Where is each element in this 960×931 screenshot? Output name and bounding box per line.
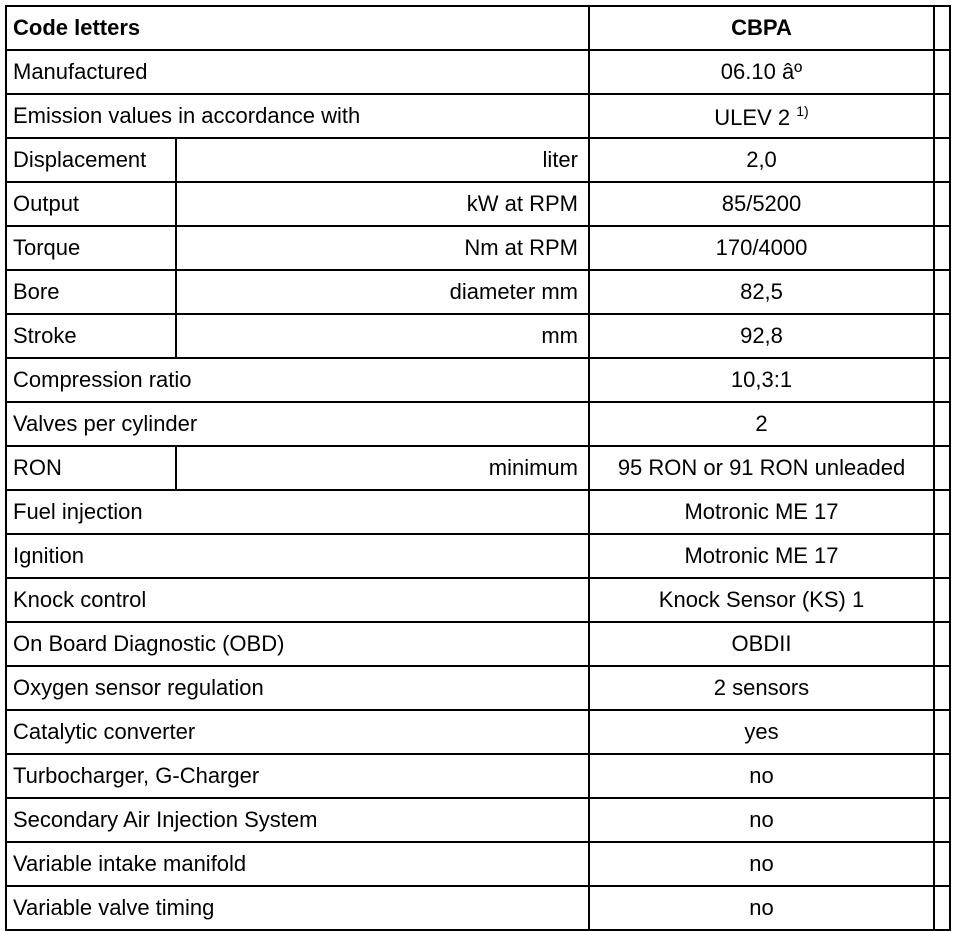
spec-value xyxy=(589,534,934,578)
spec-label: Manufactured xyxy=(6,50,589,94)
blank-cell xyxy=(934,710,950,754)
spec-label: Emission values in accordance with xyxy=(6,94,589,138)
spec-value-text: 06.10 âº xyxy=(720,59,803,84)
spec-unit: liter xyxy=(176,138,589,182)
spec-row xyxy=(6,666,950,710)
spec-row xyxy=(6,886,950,930)
spec-row xyxy=(6,226,950,270)
engine-spec-table xyxy=(5,5,951,931)
spec-row xyxy=(6,534,950,578)
spec-unit: minimum xyxy=(176,446,589,490)
blank-cell xyxy=(934,754,950,798)
spec-value-text: 95 RON or 91 RON unleaded xyxy=(617,455,906,480)
blank-cell xyxy=(934,314,950,358)
spec-value-text: no xyxy=(749,851,774,876)
spec-value xyxy=(589,446,934,490)
spec-value-text: ULEV 2 xyxy=(714,104,791,130)
spec-label: Secondary Air Injection System xyxy=(6,798,589,842)
spec-value-text: yes xyxy=(744,719,779,744)
spec-value xyxy=(589,622,934,666)
spec-value xyxy=(589,314,934,358)
spec-value xyxy=(589,270,934,314)
spec-label: Catalytic converter xyxy=(6,710,589,754)
spec-row xyxy=(6,754,950,798)
spec-value-text: 170/4000 xyxy=(715,235,808,260)
spec-value-text: no xyxy=(749,807,774,832)
blank-cell xyxy=(934,798,950,842)
footnote-marker: 1) xyxy=(796,102,809,119)
spec-row xyxy=(6,138,950,182)
spec-row xyxy=(6,446,950,490)
spec-value-text: OBDII xyxy=(731,631,792,656)
blank-cell xyxy=(934,138,950,182)
spec-value xyxy=(589,886,934,930)
spec-value-text: 92,8 xyxy=(740,323,783,348)
spec-value xyxy=(589,94,934,138)
spec-value xyxy=(589,50,934,94)
spec-label: Fuel injection xyxy=(6,490,589,534)
spec-value-text: 85/5200 xyxy=(721,191,802,216)
spec-label: RON xyxy=(6,446,176,490)
header-row xyxy=(6,6,950,50)
spec-value xyxy=(589,226,934,270)
spec-label: Output xyxy=(6,182,176,226)
spec-label: Knock control xyxy=(6,578,589,622)
spec-label: Variable valve timing xyxy=(6,886,589,930)
spec-value-text: 2 xyxy=(755,411,768,436)
spec-label: Displacement xyxy=(6,138,176,182)
spec-table-body xyxy=(6,6,950,930)
spec-row xyxy=(6,798,950,842)
spec-value-text: Motronic ME 17 xyxy=(684,499,839,524)
spec-value xyxy=(589,358,934,402)
blank-cell xyxy=(934,402,950,446)
spec-row xyxy=(6,270,950,314)
spec-unit: diameter mm xyxy=(176,270,589,314)
spec-unit: Nm at RPM xyxy=(176,226,589,270)
spec-row xyxy=(6,842,950,886)
blank-cell xyxy=(934,94,950,138)
spec-row xyxy=(6,50,950,94)
spec-value xyxy=(589,666,934,710)
spec-row xyxy=(6,314,950,358)
spec-value-text: 82,5 xyxy=(740,279,783,304)
blank-cell xyxy=(934,534,950,578)
blank-cell xyxy=(934,182,950,226)
spec-value-text: no xyxy=(749,763,774,788)
spec-value xyxy=(589,710,934,754)
spec-value xyxy=(589,754,934,798)
blank-cell xyxy=(934,886,950,930)
spec-value-text: 2 sensors xyxy=(713,675,810,700)
blank-cell xyxy=(934,270,950,314)
blank-cell xyxy=(934,842,950,886)
blank-cell xyxy=(934,490,950,534)
spec-value xyxy=(589,138,934,182)
blank-cell xyxy=(934,50,950,94)
spec-label: Bore xyxy=(6,270,176,314)
spec-value xyxy=(589,402,934,446)
spec-label: Turbocharger, G-Charger xyxy=(6,754,589,798)
header-label: Code letters xyxy=(6,6,589,50)
spec-value xyxy=(589,842,934,886)
spec-row xyxy=(6,358,950,402)
blank-cell xyxy=(934,666,950,710)
spec-label: Oxygen sensor regulation xyxy=(6,666,589,710)
spec-value-text: Knock Sensor (KS) 1 xyxy=(658,587,865,612)
spec-value xyxy=(589,798,934,842)
spec-label: Torque xyxy=(6,226,176,270)
spec-label: Variable intake manifold xyxy=(6,842,589,886)
spec-label: Compression ratio xyxy=(6,358,589,402)
header-value: CBPA xyxy=(589,6,934,50)
spec-row xyxy=(6,182,950,226)
blank-cell xyxy=(934,622,950,666)
spec-row xyxy=(6,490,950,534)
spec-value xyxy=(589,490,934,534)
spec-value xyxy=(589,578,934,622)
blank-cell xyxy=(934,358,950,402)
spec-row xyxy=(6,622,950,666)
spec-unit: kW at RPM xyxy=(176,182,589,226)
blank-cell xyxy=(934,6,950,50)
spec-row xyxy=(6,710,950,754)
blank-cell xyxy=(934,578,950,622)
spec-label: Stroke xyxy=(6,314,176,358)
spec-value-text: no xyxy=(749,895,774,920)
spec-label: On Board Diagnostic (OBD) xyxy=(6,622,589,666)
spec-unit: mm xyxy=(176,314,589,358)
spec-row xyxy=(6,402,950,446)
blank-cell xyxy=(934,446,950,490)
spec-label: Valves per cylinder xyxy=(6,402,589,446)
spec-value-text: Motronic ME 17 xyxy=(684,543,839,568)
spec-row xyxy=(6,578,950,622)
spec-row xyxy=(6,94,950,138)
spec-value-text: 10,3:1 xyxy=(730,367,793,392)
spec-label: Ignition xyxy=(6,534,589,578)
spec-value xyxy=(589,182,934,226)
blank-cell xyxy=(934,226,950,270)
spec-value-text: 2,0 xyxy=(746,147,777,172)
